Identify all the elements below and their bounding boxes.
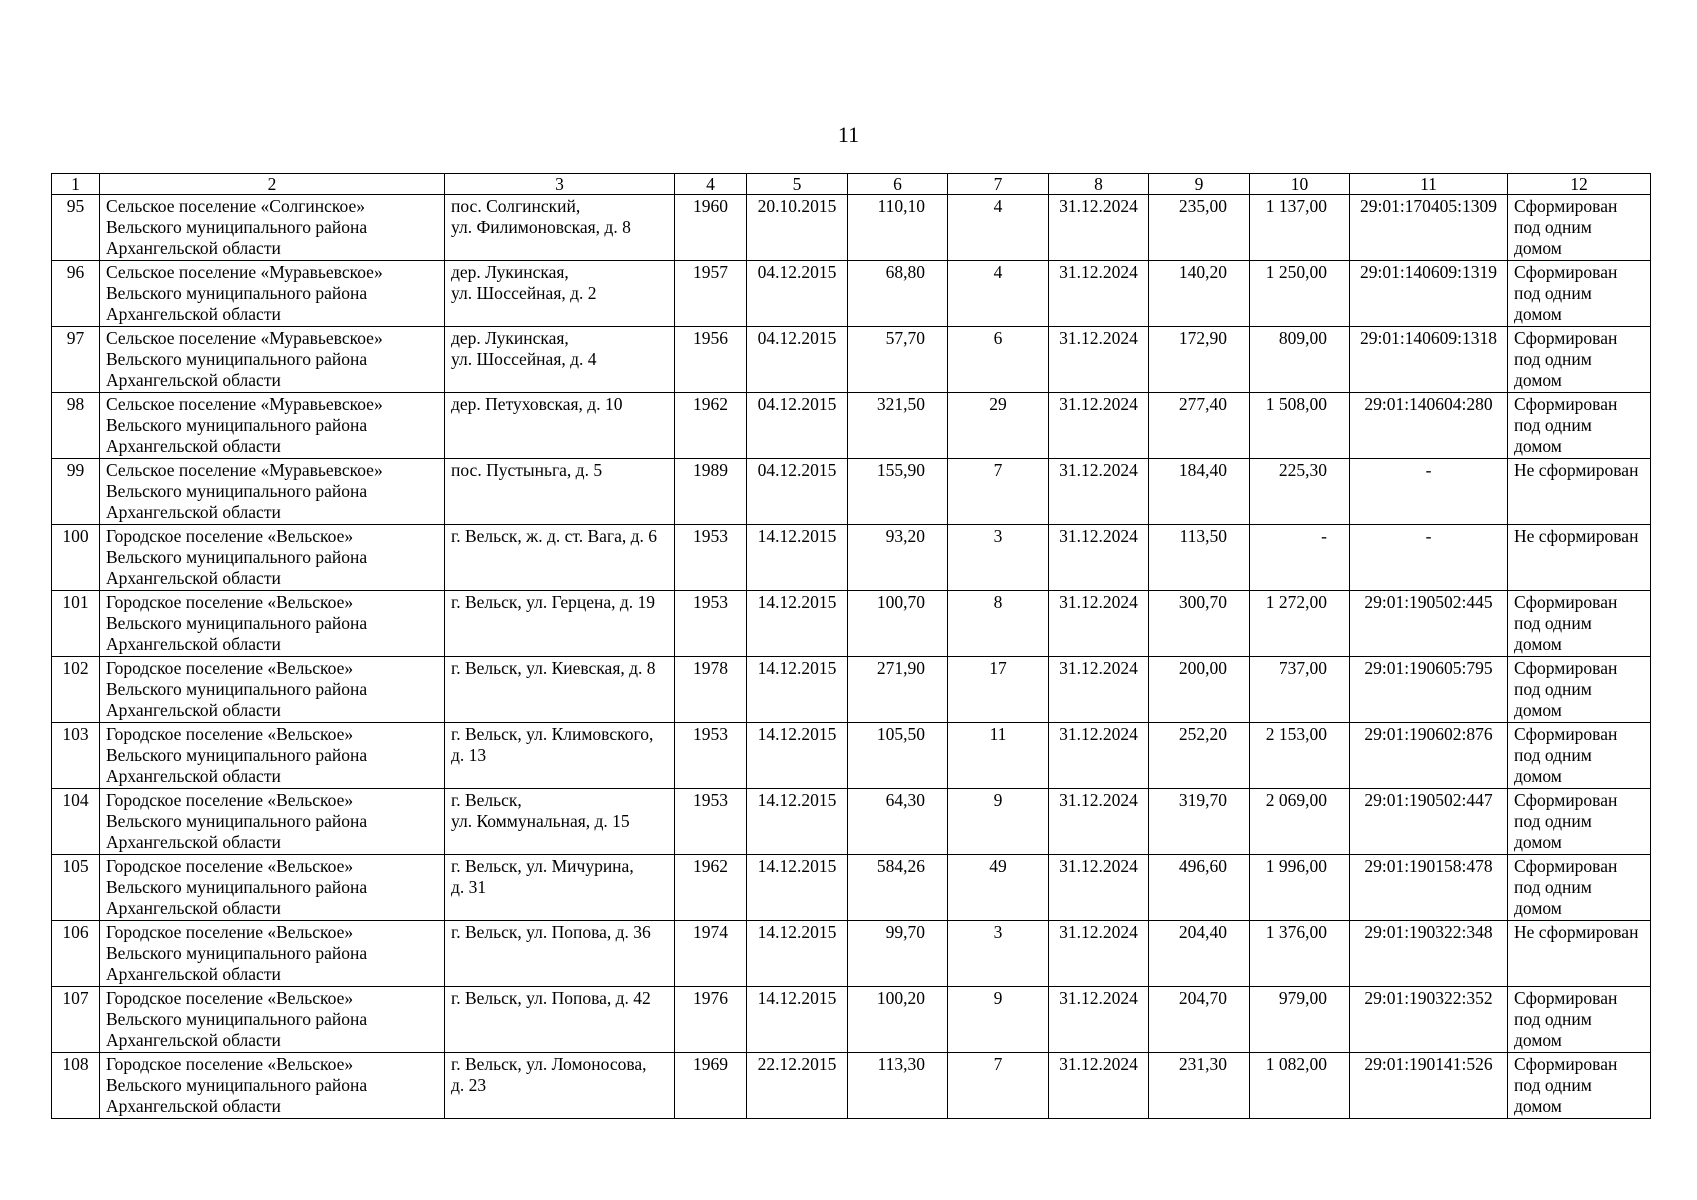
year-cell: 1974 [675, 921, 747, 987]
row-number: 102 [52, 657, 100, 723]
date-cell: 14.12.2015 [747, 525, 848, 591]
cadastral-number-cell: 29:01:140604:280 [1350, 393, 1508, 459]
value-cell-10: 1 250,00 [1250, 261, 1350, 327]
deadline-cell: 31.12.2024 [1049, 591, 1149, 657]
cadastral-number-cell: - [1350, 525, 1508, 591]
value-cell-9: 204,70 [1149, 987, 1250, 1053]
area-cell: 155,90 [848, 459, 948, 525]
residents-cell: 17 [948, 657, 1049, 723]
area-cell: 271,90 [848, 657, 948, 723]
row-number: 103 [52, 723, 100, 789]
cadastral-number-cell: - [1350, 459, 1508, 525]
table-row [52, 261, 1651, 327]
value-cell-9: 277,40 [1149, 393, 1250, 459]
registry-body [52, 195, 1651, 1119]
table-row [52, 195, 1651, 261]
value-cell-9: 140,20 [1149, 261, 1250, 327]
deadline-cell: 31.12.2024 [1049, 789, 1149, 855]
value-cell-10: 809,00 [1250, 327, 1350, 393]
address-cell: г. Вельск, ул. Климовского, д. 13 [445, 723, 675, 789]
row-number: 101 [52, 591, 100, 657]
address-cell: г. Вельск, ул. Попова, д. 42 [445, 987, 675, 1053]
municipality-cell: Сельское поселение «Муравьевское» Вельского муниципального района Архангельской области [100, 327, 445, 393]
municipality-cell: Сельское поселение «Муравьевское» Вельского муниципального района Архангельской области [100, 393, 445, 459]
land-status-cell: Сформирован под одним домом [1508, 855, 1651, 921]
area-cell: 100,70 [848, 591, 948, 657]
address-cell: г. Вельск, ул. Мичурина, д. 31 [445, 855, 675, 921]
land-status-cell: Сформирован под одним домом [1508, 393, 1651, 459]
value-cell-10: 1 137,00 [1250, 195, 1350, 261]
value-cell-9: 252,20 [1149, 723, 1250, 789]
value-cell-10: 225,30 [1250, 459, 1350, 525]
area-cell: 100,20 [848, 987, 948, 1053]
date-cell: 04.12.2015 [747, 327, 848, 393]
deadline-cell: 31.12.2024 [1049, 195, 1149, 261]
value-cell-10: 1 082,00 [1250, 1053, 1350, 1119]
year-cell: 1978 [675, 657, 747, 723]
column-header: 6 [848, 174, 948, 195]
row-number: 104 [52, 789, 100, 855]
address-cell: пос. Пустыньга, д. 5 [445, 459, 675, 525]
row-number: 106 [52, 921, 100, 987]
cadastral-number-cell: 29:01:190605:795 [1350, 657, 1508, 723]
land-status-cell: Сформирован под одним домом [1508, 723, 1651, 789]
area-cell: 64,30 [848, 789, 948, 855]
row-number: 96 [52, 261, 100, 327]
land-status-cell: Не сформирован [1508, 459, 1651, 525]
year-cell: 1976 [675, 987, 747, 1053]
area-cell: 68,80 [848, 261, 948, 327]
municipality-cell: Городское поселение «Вельское» Вельского муниципального района Архангельской области [100, 657, 445, 723]
column-header: 9 [1149, 174, 1250, 195]
value-cell-10: - [1250, 525, 1350, 591]
row-number: 107 [52, 987, 100, 1053]
area-cell: 321,50 [848, 393, 948, 459]
row-number: 108 [52, 1053, 100, 1119]
land-status-cell: Сформирован под одним домом [1508, 327, 1651, 393]
date-cell: 14.12.2015 [747, 921, 848, 987]
value-cell-10: 1 272,00 [1250, 591, 1350, 657]
land-status-cell: Сформирован под одним домом [1508, 1053, 1651, 1119]
table-row [52, 921, 1651, 987]
housing-registry-table [51, 173, 1651, 1119]
column-header: 4 [675, 174, 747, 195]
deadline-cell: 31.12.2024 [1049, 855, 1149, 921]
date-cell: 14.12.2015 [747, 987, 848, 1053]
residents-cell: 9 [948, 789, 1049, 855]
date-cell: 04.12.2015 [747, 261, 848, 327]
value-cell-9: 184,40 [1149, 459, 1250, 525]
date-cell: 14.12.2015 [747, 591, 848, 657]
year-cell: 1953 [675, 525, 747, 591]
municipality-cell: Городское поселение «Вельское» Вельского муниципального района Архангельской области [100, 525, 445, 591]
deadline-cell: 31.12.2024 [1049, 261, 1149, 327]
address-cell: г. Вельск, ул. Попова, д. 36 [445, 921, 675, 987]
value-cell-9: 231,30 [1149, 1053, 1250, 1119]
municipality-cell: Городское поселение «Вельское» Вельского муниципального района Архангельской области [100, 855, 445, 921]
value-cell-9: 235,00 [1149, 195, 1250, 261]
year-cell: 1962 [675, 855, 747, 921]
column-header: 2 [100, 174, 445, 195]
date-cell: 22.12.2015 [747, 1053, 848, 1119]
address-cell: г. Вельск, ж. д. ст. Вага, д. 6 [445, 525, 675, 591]
date-cell: 04.12.2015 [747, 393, 848, 459]
table-row [52, 1053, 1651, 1119]
date-cell: 14.12.2015 [747, 657, 848, 723]
deadline-cell: 31.12.2024 [1049, 723, 1149, 789]
deadline-cell: 31.12.2024 [1049, 393, 1149, 459]
value-cell-9: 204,40 [1149, 921, 1250, 987]
cadastral-number-cell: 29:01:190141:526 [1350, 1053, 1508, 1119]
row-number: 100 [52, 525, 100, 591]
table-row [52, 789, 1651, 855]
cadastral-number-cell: 29:01:190322:348 [1350, 921, 1508, 987]
date-cell: 20.10.2015 [747, 195, 848, 261]
value-cell-9: 113,50 [1149, 525, 1250, 591]
address-cell: дер. Лукинская, ул. Шоссейная, д. 4 [445, 327, 675, 393]
table-row [52, 987, 1651, 1053]
area-cell: 584,26 [848, 855, 948, 921]
land-status-cell: Сформирован под одним домом [1508, 789, 1651, 855]
municipality-cell: Сельское поселение «Солгинское» Вельского муниципального района Архангельской области [100, 195, 445, 261]
value-cell-10: 737,00 [1250, 657, 1350, 723]
residents-cell: 9 [948, 987, 1049, 1053]
land-status-cell: Сформирован под одним домом [1508, 591, 1651, 657]
residents-cell: 11 [948, 723, 1049, 789]
year-cell: 1989 [675, 459, 747, 525]
residents-cell: 3 [948, 525, 1049, 591]
table-row [52, 393, 1651, 459]
row-number: 98 [52, 393, 100, 459]
cadastral-number-cell: 29:01:170405:1309 [1350, 195, 1508, 261]
municipality-cell: Городское поселение «Вельское» Вельского муниципального района Архангельской области [100, 591, 445, 657]
date-cell: 14.12.2015 [747, 723, 848, 789]
cadastral-number-cell: 29:01:190502:447 [1350, 789, 1508, 855]
column-header: 8 [1049, 174, 1149, 195]
land-status-cell: Сформирован под одним домом [1508, 195, 1651, 261]
residents-cell: 6 [948, 327, 1049, 393]
value-cell-9: 172,90 [1149, 327, 1250, 393]
column-header: 10 [1250, 174, 1350, 195]
table-row [52, 591, 1651, 657]
value-cell-10: 1 508,00 [1250, 393, 1350, 459]
year-cell: 1962 [675, 393, 747, 459]
area-cell: 113,30 [848, 1053, 948, 1119]
residents-cell: 7 [948, 1053, 1049, 1119]
table-row [52, 459, 1651, 525]
year-cell: 1953 [675, 789, 747, 855]
year-cell: 1969 [675, 1053, 747, 1119]
deadline-cell: 31.12.2024 [1049, 657, 1149, 723]
residents-cell: 29 [948, 393, 1049, 459]
deadline-cell: 31.12.2024 [1049, 921, 1149, 987]
date-cell: 14.12.2015 [747, 789, 848, 855]
address-cell: г. Вельск, ул. Ломоносова, д. 23 [445, 1053, 675, 1119]
cadastral-number-cell: 29:01:190602:876 [1350, 723, 1508, 789]
municipality-cell: Городское поселение «Вельское» Вельского муниципального района Архангельской области [100, 789, 445, 855]
row-number: 99 [52, 459, 100, 525]
residents-cell: 49 [948, 855, 1049, 921]
table-row [52, 723, 1651, 789]
column-number-row [52, 174, 1651, 195]
area-cell: 93,20 [848, 525, 948, 591]
residents-cell: 4 [948, 261, 1049, 327]
municipality-cell: Сельское поселение «Муравьевское» Вельского муниципального района Архангельской области [100, 459, 445, 525]
row-number: 105 [52, 855, 100, 921]
table-row [52, 525, 1651, 591]
column-header: 1 [52, 174, 100, 195]
area-cell: 105,50 [848, 723, 948, 789]
column-header: 12 [1508, 174, 1651, 195]
year-cell: 1960 [675, 195, 747, 261]
column-header: 11 [1350, 174, 1508, 195]
year-cell: 1953 [675, 723, 747, 789]
value-cell-10: 1 996,00 [1250, 855, 1350, 921]
table-row [52, 657, 1651, 723]
cadastral-number-cell: 29:01:140609:1318 [1350, 327, 1508, 393]
deadline-cell: 31.12.2024 [1049, 525, 1149, 591]
municipality-cell: Городское поселение «Вельское» Вельского муниципального района Архангельской области [100, 723, 445, 789]
column-header: 7 [948, 174, 1049, 195]
land-status-cell: Не сформирован [1508, 525, 1651, 591]
residents-cell: 7 [948, 459, 1049, 525]
address-cell: дер. Лукинская, ул. Шоссейная, д. 2 [445, 261, 675, 327]
area-cell: 110,10 [848, 195, 948, 261]
value-cell-9: 200,00 [1149, 657, 1250, 723]
year-cell: 1957 [675, 261, 747, 327]
date-cell: 04.12.2015 [747, 459, 848, 525]
municipality-cell: Городское поселение «Вельское» Вельского муниципального района Архангельской области [100, 987, 445, 1053]
year-cell: 1956 [675, 327, 747, 393]
municipality-cell: Городское поселение «Вельское» Вельского муниципального района Архангельской области [100, 1053, 445, 1119]
address-cell: дер. Петуховская, д. 10 [445, 393, 675, 459]
cadastral-number-cell: 29:01:190158:478 [1350, 855, 1508, 921]
address-cell: пос. Солгинский, ул. Филимоновская, д. 8 [445, 195, 675, 261]
cadastral-number-cell: 29:01:140609:1319 [1350, 261, 1508, 327]
municipality-cell: Городское поселение «Вельское» Вельского муниципального района Архангельской области [100, 921, 445, 987]
land-status-cell: Сформирован под одним домом [1508, 987, 1651, 1053]
value-cell-10: 2 153,00 [1250, 723, 1350, 789]
value-cell-9: 300,70 [1149, 591, 1250, 657]
municipality-cell: Сельское поселение «Муравьевское» Вельского муниципального района Архангельской области [100, 261, 445, 327]
area-cell: 99,70 [848, 921, 948, 987]
row-number: 97 [52, 327, 100, 393]
column-header: 3 [445, 174, 675, 195]
table-row [52, 855, 1651, 921]
deadline-cell: 31.12.2024 [1049, 1053, 1149, 1119]
value-cell-10: 1 376,00 [1250, 921, 1350, 987]
deadline-cell: 31.12.2024 [1049, 987, 1149, 1053]
address-cell: г. Вельск, ул. Киевская, д. 8 [445, 657, 675, 723]
area-cell: 57,70 [848, 327, 948, 393]
value-cell-9: 319,70 [1149, 789, 1250, 855]
land-status-cell: Сформирован под одним домом [1508, 261, 1651, 327]
land-status-cell: Не сформирован [1508, 921, 1651, 987]
date-cell: 14.12.2015 [747, 855, 848, 921]
value-cell-9: 496,60 [1149, 855, 1250, 921]
residents-cell: 3 [948, 921, 1049, 987]
column-header: 5 [747, 174, 848, 195]
cadastral-number-cell: 29:01:190502:445 [1350, 591, 1508, 657]
year-cell: 1953 [675, 591, 747, 657]
land-status-cell: Сформирован под одним домом [1508, 657, 1651, 723]
deadline-cell: 31.12.2024 [1049, 459, 1149, 525]
row-number: 95 [52, 195, 100, 261]
value-cell-10: 979,00 [1250, 987, 1350, 1053]
table-row [52, 327, 1651, 393]
cadastral-number-cell: 29:01:190322:352 [1350, 987, 1508, 1053]
address-cell: г. Вельск, ул. Коммунальная, д. 15 [445, 789, 675, 855]
value-cell-10: 2 069,00 [1250, 789, 1350, 855]
residents-cell: 8 [948, 591, 1049, 657]
page-number: 11 [837, 122, 860, 147]
residents-cell: 4 [948, 195, 1049, 261]
address-cell: г. Вельск, ул. Герцена, д. 19 [445, 591, 675, 657]
deadline-cell: 31.12.2024 [1049, 327, 1149, 393]
